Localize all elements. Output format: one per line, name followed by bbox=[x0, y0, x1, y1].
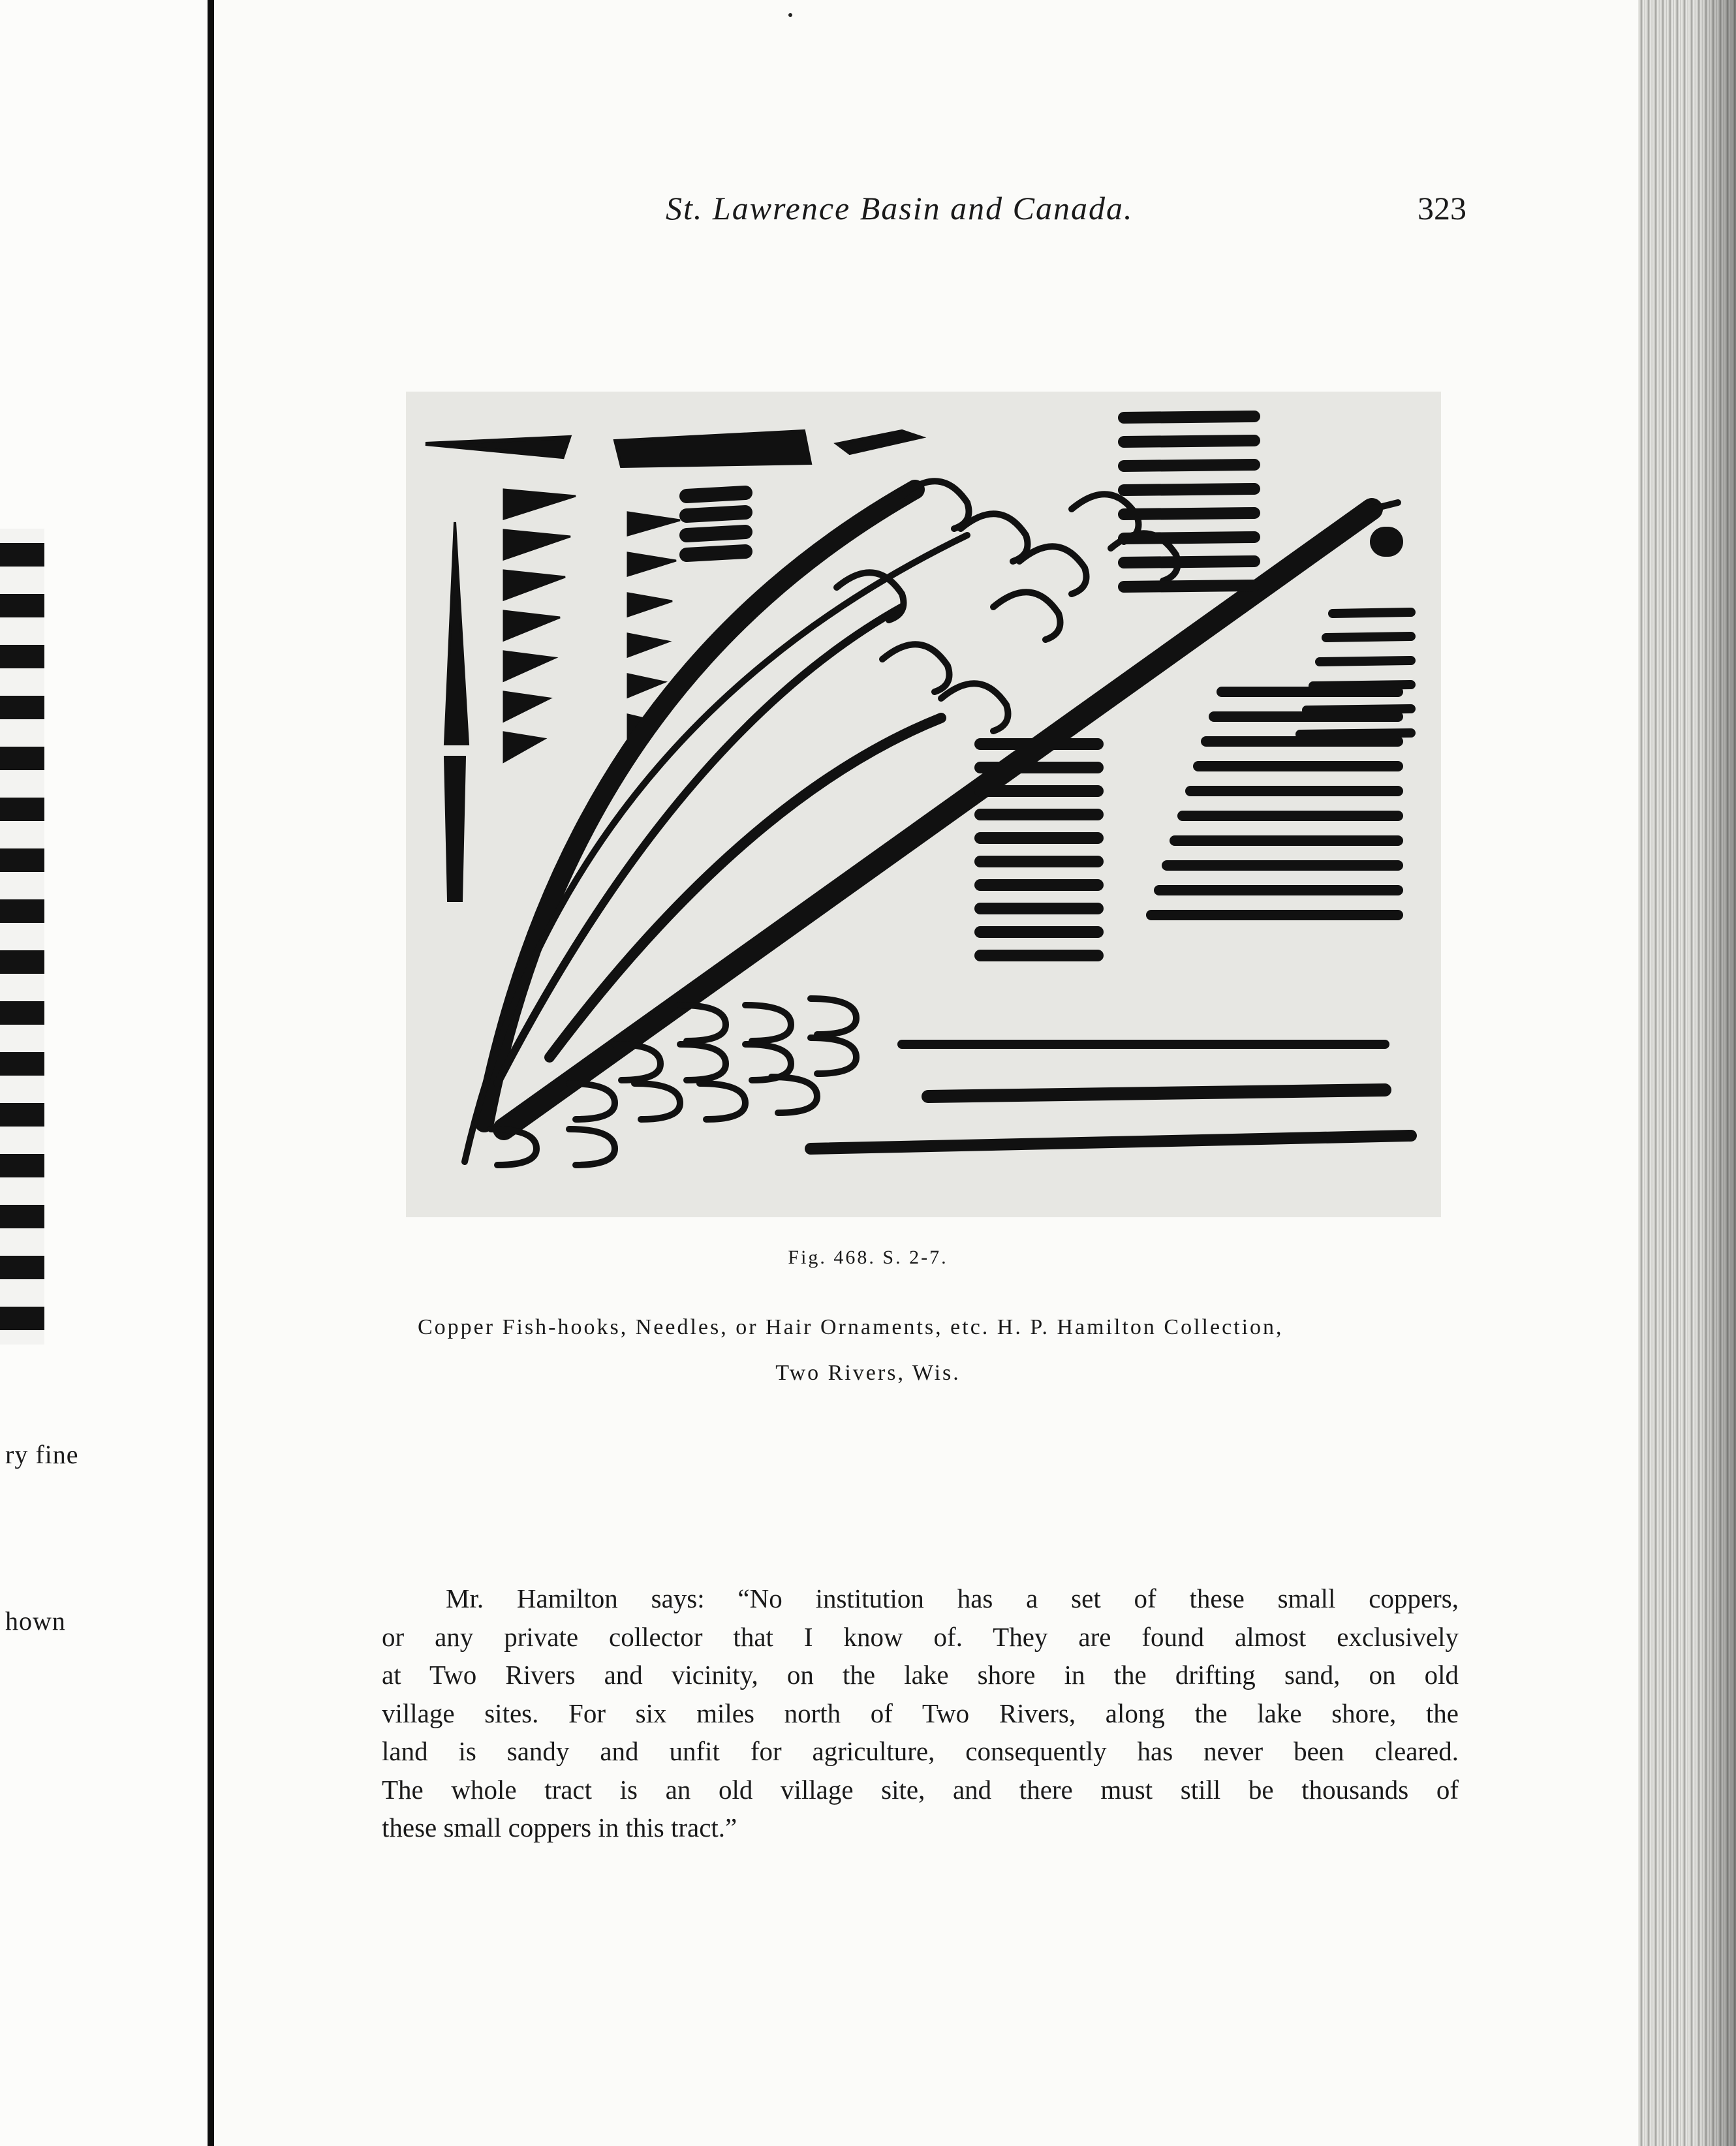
left-page-figure-edge bbox=[0, 529, 44, 1345]
artifact-mark bbox=[504, 692, 550, 721]
figure-illustration bbox=[406, 392, 1441, 1217]
copper-artifacts-photo bbox=[406, 392, 1441, 1217]
artifact-mark bbox=[1124, 561, 1254, 563]
figure-caption: Copper Fish-hooks, Needles, or Hair Ornaments, etc. H. P. Hamilton Collection, bbox=[418, 1315, 1284, 1339]
artifact-mark bbox=[504, 732, 544, 762]
artifact-mark bbox=[1019, 546, 1087, 594]
figure-caption-place: Two Rivers, Wis. bbox=[775, 1361, 961, 1385]
artifact-mark bbox=[628, 674, 664, 697]
artifact-mark bbox=[504, 490, 576, 519]
artifact-mark bbox=[811, 999, 856, 1034]
paragraph-line: or any private collector that I know of. They are found almost exclusively bbox=[382, 1621, 1459, 1652]
stray-dot bbox=[788, 13, 792, 17]
artifact-mark bbox=[928, 1090, 1385, 1096]
artifact-mark bbox=[569, 1129, 615, 1165]
artifact-mark bbox=[445, 757, 465, 901]
artifact-mark bbox=[700, 1083, 745, 1119]
artifact-mark bbox=[1124, 513, 1254, 514]
artifact-mark bbox=[504, 570, 565, 600]
book-edge-shadow bbox=[1697, 0, 1736, 2146]
artifact-mark bbox=[745, 1005, 791, 1041]
artifact-mark bbox=[615, 431, 811, 467]
artifact-mark bbox=[687, 493, 745, 496]
artifact-mark bbox=[1333, 612, 1411, 614]
paragraph-line: village sites. For six miles north of Two Rivers, along the lake shore, the bbox=[382, 1698, 1459, 1728]
artifact-mark bbox=[771, 1077, 817, 1113]
artifact-mark bbox=[882, 644, 950, 692]
paragraph-line: Mr. Hamilton says: “No institution has a set of these small coppers, bbox=[446, 1583, 1459, 1613]
artifact-mark bbox=[1300, 733, 1411, 734]
artifact-mark bbox=[1326, 636, 1411, 638]
artifact-mark bbox=[445, 522, 468, 744]
paragraph-line: these small coppers in this tract.” bbox=[382, 1812, 737, 1843]
running-head-title: St. Lawrence Basin and Canada. bbox=[666, 190, 1134, 226]
artifact-mark bbox=[961, 514, 1028, 561]
artifact-mark bbox=[811, 1038, 856, 1074]
artifact-mark bbox=[811, 1136, 1411, 1149]
artifact-mark bbox=[687, 532, 745, 535]
artifact-mark bbox=[1124, 441, 1254, 442]
artifact-mark bbox=[504, 530, 570, 559]
artifact-mark bbox=[504, 611, 560, 640]
artifact-mark bbox=[628, 553, 676, 576]
artifact-mark bbox=[687, 512, 745, 516]
artifact-mark bbox=[687, 552, 745, 555]
artifact-mark bbox=[1124, 537, 1254, 538]
artifact-mark bbox=[837, 431, 922, 454]
left-facing-page bbox=[0, 0, 208, 2146]
book-gutter bbox=[208, 0, 214, 2146]
artifact-mark bbox=[634, 1083, 680, 1119]
artifact-mark bbox=[941, 683, 1008, 731]
artifact-mark bbox=[902, 481, 969, 529]
artifact-mark bbox=[1313, 685, 1411, 686]
artifact-mark bbox=[497, 607, 902, 1083]
artifact-mark bbox=[1124, 585, 1254, 587]
artifact-mark bbox=[1124, 416, 1254, 418]
paragraph-line: The whole tract is an old village site, and there must still be thousands of bbox=[382, 1774, 1459, 1805]
body-paragraph bbox=[382, 1579, 1459, 1847]
artifact-mark bbox=[426, 437, 569, 457]
artifact-mark bbox=[628, 512, 680, 535]
left-page-fragment: hown bbox=[5, 1606, 66, 1636]
artifact-mark bbox=[680, 1044, 726, 1080]
page-number: 323 bbox=[1418, 190, 1466, 226]
artifact-mark bbox=[628, 634, 668, 657]
artifact-mark bbox=[1124, 489, 1254, 490]
paragraph-line: at Two Rivers and vicinity, on the lake shore in the drifting sand, on old bbox=[382, 1660, 1459, 1690]
left-page-fragment: ry fine bbox=[5, 1440, 79, 1469]
paragraph-line: land is sandy and unfit for agriculture, consequently has never been cleared. bbox=[382, 1736, 1459, 1766]
artifact-mark bbox=[628, 593, 672, 616]
artifact-mark bbox=[1307, 709, 1411, 710]
artifact-mark bbox=[504, 651, 555, 681]
figure-label: Fig. 468. S. 2-7. bbox=[788, 1247, 948, 1268]
artifact-mark bbox=[1320, 661, 1411, 662]
library-edge-stamp bbox=[1612, 927, 1635, 1358]
artifact-mark bbox=[993, 592, 1061, 640]
artifact-mark bbox=[1124, 465, 1254, 466]
